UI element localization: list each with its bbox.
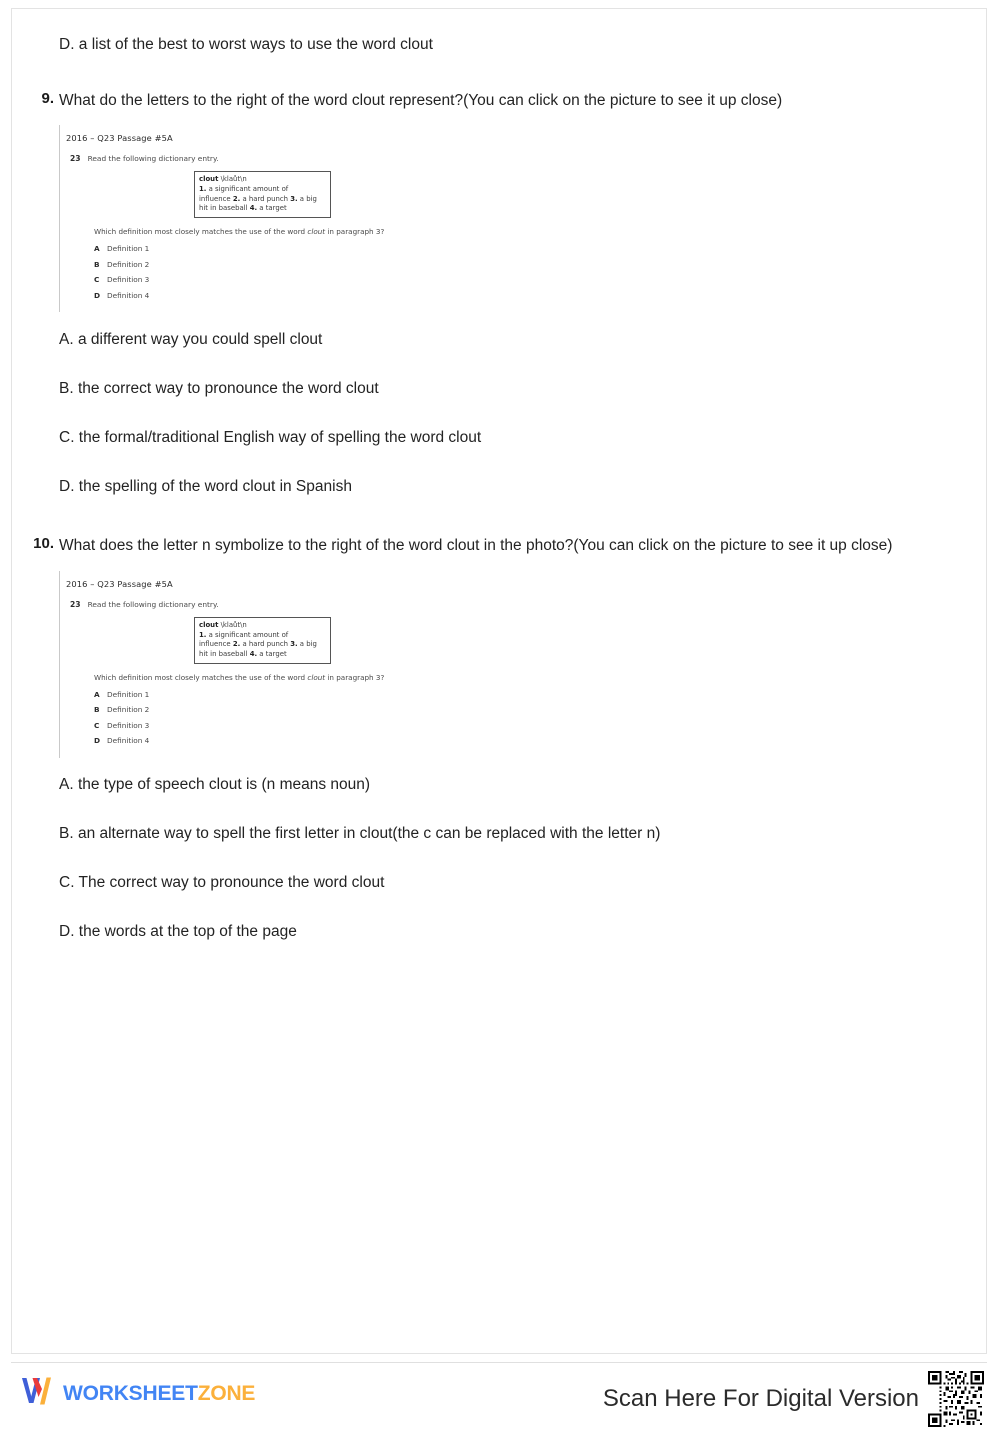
scan-cta[interactable] xyxy=(603,1368,987,1430)
dictionary-headword-line xyxy=(199,621,326,631)
q10-option-c[interactable]: C. The correct way to pronounce the word clout xyxy=(59,873,385,891)
scan-text: Scan Here For Digital Version xyxy=(602,1385,919,1412)
passage-question-pre: Which definition most closely matches the use of the word xyxy=(94,672,308,682)
passage-choice-a xyxy=(94,244,456,253)
brand-wordmark xyxy=(63,1382,255,1406)
passage-question-pre: Which definition most closely matches the use of the word xyxy=(94,227,308,237)
passage-prompt xyxy=(70,154,456,163)
dictionary-def-line-2: influence 2. a hard punch 3. a big xyxy=(199,640,317,649)
dictionary-def-line-3: hit in baseball 4. a target xyxy=(199,204,287,213)
passage-choice-letter: A xyxy=(94,244,100,254)
passage-choice-text: Definition 2 xyxy=(107,705,150,715)
dictionary-headword: clout xyxy=(199,620,219,629)
q9-option-c[interactable]: C. the formal/traditional English way of spelling the word clout xyxy=(59,428,482,446)
dictionary-def-line-2: influence 2. a hard punch 3. a big xyxy=(199,194,317,203)
passage-question-post: in paragraph 3? xyxy=(325,672,385,682)
passage-prompt-text: Read the following dictionary entry. xyxy=(87,153,219,163)
passage-choice-letter: C xyxy=(94,720,100,730)
brand-word-worksheet: WORKSHEET xyxy=(63,1381,198,1405)
q10-option-d[interactable]: D. the words at the top of the page xyxy=(59,922,297,940)
passage-prompt-number: 23 xyxy=(70,153,81,163)
dictionary-headword-line xyxy=(199,175,326,185)
dictionary-entry-box xyxy=(194,171,331,218)
embedded-passage-image-q9[interactable] xyxy=(59,125,456,312)
passage-choice-text: Definition 3 xyxy=(107,720,150,730)
passage-title: 2016 – Q23 Passage #5A xyxy=(66,578,173,589)
passage-choice-letter: C xyxy=(94,275,100,285)
dictionary-pronunciation: \klaůt\n xyxy=(220,620,247,629)
embedded-passage-image-q10[interactable] xyxy=(59,571,456,758)
passage-choice-text: Definition 2 xyxy=(107,259,150,269)
question-number-9: 9. xyxy=(41,89,54,107)
passage-choice-text: Definition 1 xyxy=(107,244,150,254)
question-block-9 xyxy=(12,90,986,112)
carryover-answer-option-d[interactable]: D. a list of the best to worst ways to use the word clout xyxy=(59,36,433,53)
dictionary-def-line-3: hit in baseball 4. a target xyxy=(199,650,287,659)
q9-option-a[interactable]: A. a different way you could spell clout xyxy=(59,331,323,349)
dictionary-pronunciation: \klaůt\n xyxy=(220,174,247,183)
passage-question-line xyxy=(94,227,456,236)
passage-choice-letter: B xyxy=(94,705,100,715)
question-block-10 xyxy=(12,535,986,557)
q9-option-b[interactable]: B. the correct way to pronounce the word clout xyxy=(59,380,379,398)
passage-choice-letter: D xyxy=(94,290,101,300)
passage-question-post: in paragraph 3? xyxy=(325,227,385,237)
passage-choice-text: Definition 4 xyxy=(107,290,150,300)
worksheet-page xyxy=(11,8,987,1354)
dictionary-entry-box xyxy=(194,617,331,664)
passage-choice-b xyxy=(94,705,456,714)
passage-prompt xyxy=(70,600,456,609)
question-text-10: What does the letter n symbolize to the right of the word clout in the photo?(You can click on the picture to see it up close) xyxy=(59,536,893,554)
passage-choice-c xyxy=(94,721,456,730)
dictionary-headword: clout xyxy=(199,174,219,183)
question-number-10: 10. xyxy=(33,534,54,552)
passage-choice-a xyxy=(94,690,456,699)
passage-choice-letter: B xyxy=(94,259,100,269)
passage-choice-text: Definition 3 xyxy=(107,275,150,285)
passage-choice-letter: D xyxy=(94,736,101,746)
passage-prompt-number: 23 xyxy=(70,599,81,609)
passage-choice-c xyxy=(94,275,456,284)
footer-divider xyxy=(11,1362,987,1363)
brand-logo[interactable] xyxy=(19,1375,255,1412)
passage-choice-d xyxy=(94,736,456,745)
passage-question-italic: clout xyxy=(307,672,326,682)
q9-option-d[interactable]: D. the spelling of the word clout in Spanish xyxy=(59,477,352,495)
brand-word-zone: ZONE xyxy=(197,1381,256,1405)
passage-choice-d xyxy=(94,291,456,300)
passage-choice-text: Definition 1 xyxy=(107,689,150,699)
passage-question-line xyxy=(94,673,456,682)
passage-choice-letter: A xyxy=(94,689,100,699)
page-footer xyxy=(11,1362,987,1414)
q10-option-b[interactable]: B. an alternate way to spell the first letter in clout(the c can be replaced with the letter n) xyxy=(59,824,661,842)
qr-code-icon[interactable] xyxy=(925,1368,987,1430)
passage-title: 2016 – Q23 Passage #5A xyxy=(66,132,173,143)
dictionary-def-line-1: 1. a significant amount of xyxy=(199,184,289,193)
passage-choice-text: Definition 4 xyxy=(107,736,150,746)
question-text-9: What do the letters to the right of the word clout represent?(You can click on the picture to see it up close) xyxy=(59,91,783,109)
worksheet-zone-w-logo-icon xyxy=(19,1375,53,1412)
passage-choice-b xyxy=(94,260,456,269)
dictionary-def-line-1: 1. a significant amount of xyxy=(199,630,289,639)
worksheet-content xyxy=(12,9,986,943)
q10-option-a[interactable]: A. the type of speech clout is (n means noun) xyxy=(59,775,371,793)
passage-prompt-text: Read the following dictionary entry. xyxy=(87,599,219,609)
passage-question-italic: clout xyxy=(307,227,326,237)
